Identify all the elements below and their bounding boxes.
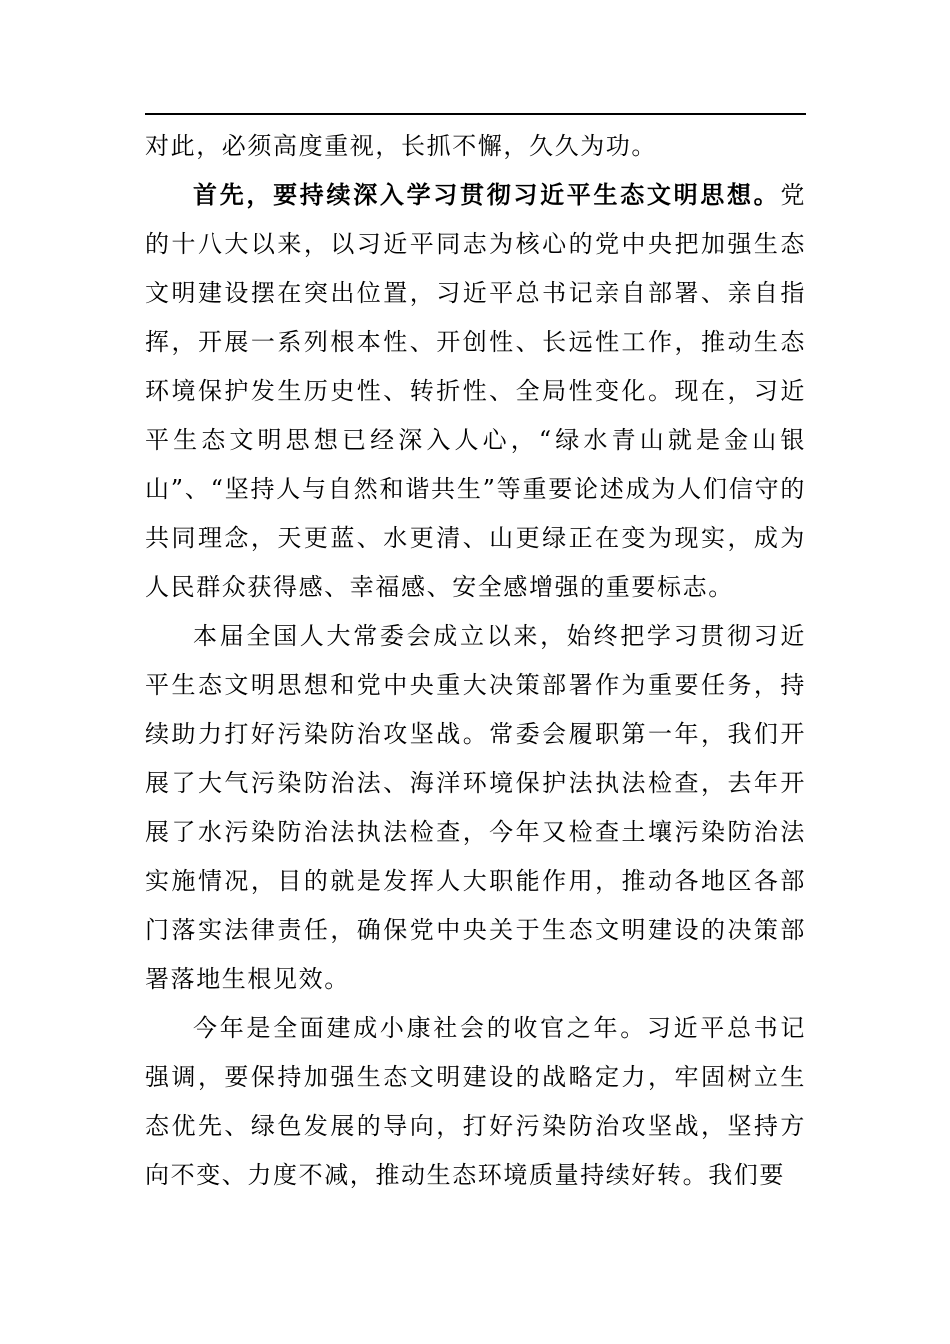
document-body — [145, 122, 806, 1200]
paragraph-continued — [145, 122, 806, 171]
paragraph-text: 本届全国人大常委会成立以来，始终把学习贯彻习近平生态文明思想和党中央重大决策部署作为重要任务，持续助力打好污染防治攻坚战。常委会履职第一年，我们开展了大气污染防治法、海洋环境保护法执法检查，去年开展了水污染防治法执法检查，今年又检查土壤污染防治法实施情况，目的就是发挥人大职能作用，推动各地区各部门落实法律责任，确保党中央关于生态文明建设的决策部署落地生根见效。 — [145, 622, 806, 993]
paragraph-npc — [145, 612, 806, 1004]
paragraph-text: 党的十八大以来，以习近平同志为核心的党中央把加强生态文明建设摆在突出位置，习近平总书记亲自部署、亲自指挥，开展一系列根本性、开创性、长远性工作，推动生态环境保护发生历史性、转折性、全局性变化。现在，习近平生态文明思想已经深入人心，“绿水青山就是金山银山”、“坚持人与自然和谐共生”等重要论述成为人们信守的共同理念，天更蓝、水更清、山更绿正在变为现实，成为人民群众获得感、幸福感、安全感增强的重要标志。 — [145, 181, 806, 601]
paragraph-this-year — [145, 1004, 806, 1200]
paragraph-heading-study — [145, 171, 806, 612]
header-rule — [145, 113, 806, 115]
paragraph-text: 对此，必须高度重视，长抓不懈，久久为功。 — [145, 132, 657, 160]
paragraph-lead: 首先，要持续深入学习贯彻习近平生态文明思想。 — [193, 181, 781, 209]
paragraph-text: 今年是全面建成小康社会的收官之年。习近平总书记强调，要保持加强生态文明建设的战略定力，牢固树立生态优先、绿色发展的导向，打好污染防治攻坚战，坚持方向不变、力度不减，推动生态环境质量持续好转。我们要 — [145, 1014, 806, 1189]
